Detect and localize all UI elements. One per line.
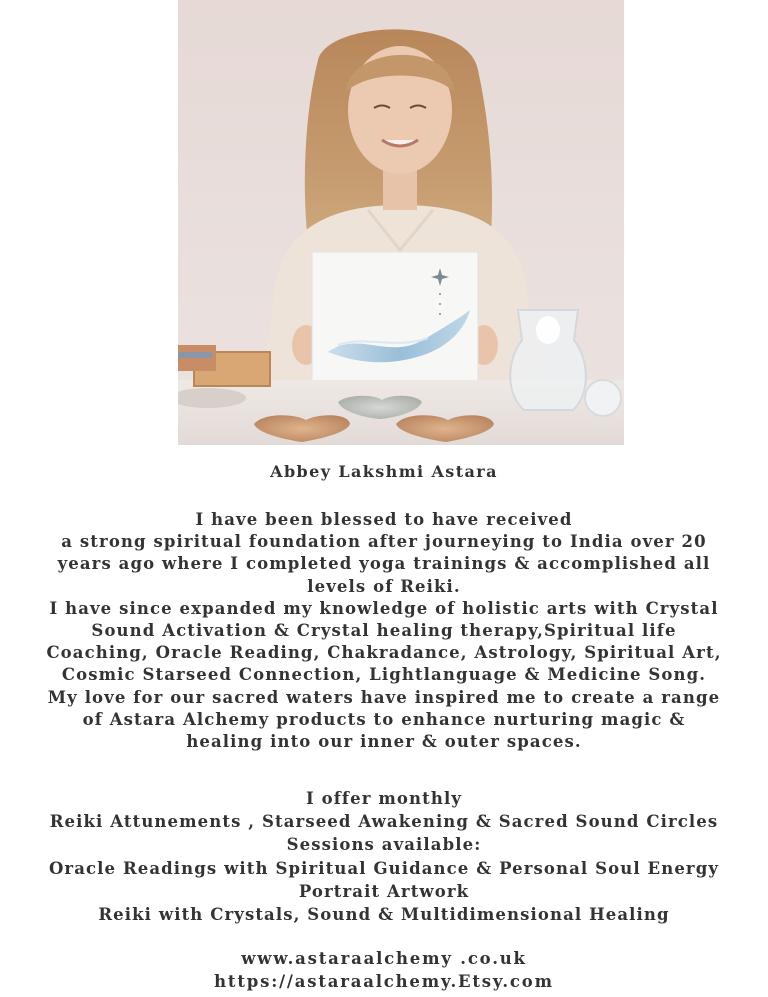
bio-line: I have since expanded my knowledge of holistic arts with Crystal <box>49 598 719 618</box>
contact-links <box>0 948 768 993</box>
bio-line: years ago where I completed yoga trainings & accomplished all <box>57 554 711 574</box>
offer-line: Portrait Artwork <box>298 881 470 901</box>
bio-line: healing into our inner & outer spaces. <box>186 732 582 752</box>
offers-text <box>0 787 768 926</box>
bio-line: a strong spiritual foundation after journeying to India over 20 <box>61 532 707 552</box>
bio-line: Sound Activation & Crystal healing therapy,Spiritual life <box>91 621 677 641</box>
bio-line: Cosmic Starseed Connection, Lightlanguage & Medicine Song. <box>61 665 707 685</box>
offer-line: Reiki Attunements , Starseed Awakening & Sacred Sound Circles <box>49 812 719 832</box>
offer-line: Sessions available: <box>286 835 482 855</box>
offer-line: Reiki with Crystals, Sound & Multidimensional Healing <box>98 905 670 925</box>
bio-line: of Astara Alchemy products to enhance nurturing magic & <box>82 709 686 729</box>
bio-line: I have been blessed to have received <box>195 510 573 529</box>
bio-text <box>0 509 768 753</box>
person-name: Abbey Lakshmi Astara <box>270 462 498 481</box>
etsy-link[interactable]: https://astaraalchemy.Etsy.com <box>214 971 554 991</box>
bio-line: levels of Reiki. <box>307 576 461 596</box>
website-link[interactable]: www.astaraalchemy .co.uk <box>241 949 527 968</box>
bio-line: Coaching, Oracle Reading, Chakradance, Astrology, Spiritual Art, <box>46 643 722 663</box>
offer-line: Oracle Readings with Spiritual Guidance & Personal Soul Energy <box>48 858 720 878</box>
bio-line: My love for our sacred waters have inspired me to create a range <box>47 687 721 707</box>
offer-line: I offer monthly <box>305 789 463 808</box>
portrait-photo <box>178 0 624 445</box>
